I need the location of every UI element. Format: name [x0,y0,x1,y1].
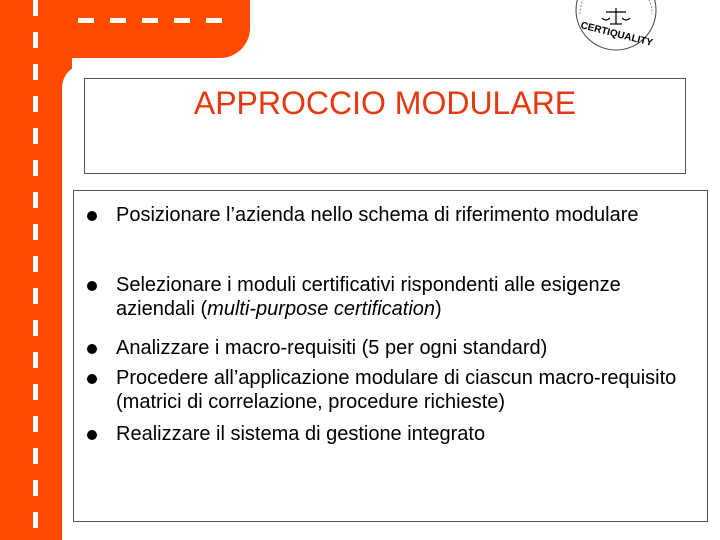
top-tick-mark [206,18,222,23]
bullet-item [74,366,707,422]
content-box [73,190,708,522]
bullet-text-end: ) [435,298,442,320]
bullet-item [74,336,707,366]
certiquality-logo [566,0,666,56]
bullet-dot-icon [87,344,97,354]
bullet-item [74,203,707,273]
bullet-dot-icon [87,374,97,384]
slide-title: APPROCCIO MODULARE [193,85,577,121]
logo-wordmark: CERTIQUALITY [579,20,654,49]
bullet-item [74,422,707,452]
top-tick-mark [78,18,94,23]
bullet-dot-icon [87,281,97,291]
top-tick-mark [174,18,190,23]
top-tick-mark [142,18,158,23]
dashed-road-line [33,0,38,540]
bullet-item [74,273,707,336]
bullet-dot-icon [87,211,97,221]
bullet-text: Analizzare i macro-requisiti (5 per ogni standard) [116,337,548,359]
title-box [84,78,686,174]
bullet-text: Posizionare l’azienda nello schema di riferimento modulare [116,204,639,226]
bullet-text-italic: multi-purpose certification [207,298,436,320]
bullet-text: Selezionare i moduli certificativi rispondenti alle esigenze aziendali ( [116,274,621,320]
scales-icon [602,8,630,24]
top-tick-mark [110,18,126,23]
bullet-list [74,203,707,452]
bullet-text: Procedere all’applicazione modulare di ciascun macro-requisito (matrici di correlazione, procedure richieste) [116,367,677,413]
bullet-dot-icon [87,430,97,440]
bullet-text: Realizzare il sistema di gestione integrato [116,423,486,445]
